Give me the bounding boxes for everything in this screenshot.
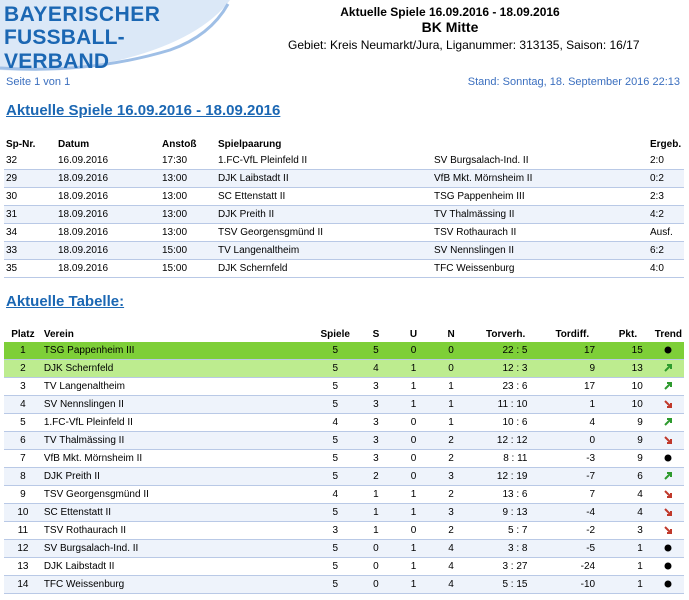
standings-cell-trend [653,486,684,504]
logo-text-line1: BAYERISCHER [4,3,161,26]
standings-cell-verein: SV Burgsalach-Ind. II [42,540,313,558]
games-header-row [4,136,684,152]
standings-header-row [4,326,684,342]
col-header-nr: Sp-Nr. [6,138,36,150]
trend-down-icon [663,507,673,517]
page-title: BK Mitte [421,19,479,35]
standings-cell-platz: 1 [4,342,42,360]
game-cell-gast: VfB Mkt. Mörnsheim II [432,170,648,188]
trend-down-icon [663,489,673,499]
game-cell-gast: TSG Pappenheim III [432,188,648,206]
standings-cell-trend [653,576,684,594]
col-header-s: S [372,328,380,340]
standings-cell-n: 4 [432,576,470,594]
col-header-verein: Verein [43,328,74,340]
col-header-anstoss: Anstoß [162,138,197,150]
standings-cell-u: 1 [395,504,433,522]
standings-cell-u: 1 [395,576,433,594]
standings-cell-spiele: 5 [313,396,357,414]
standings-row [4,558,684,576]
standings-cell-verein: 1.FC-VfL Pleinfeld II [42,414,313,432]
standings-cell-platz: 13 [4,558,42,576]
standings-row [4,486,684,504]
standings-cell-torverh: 12 : 3 [470,360,542,378]
standings-cell-n: 4 [432,558,470,576]
standings-cell-trend [653,342,684,360]
standings-cell-platz: 14 [4,576,42,594]
standings-cell-pkt: 10 [603,378,653,396]
game-cell-ergebnis: 2:3 [648,188,684,206]
standings-cell-u: 0 [395,468,433,486]
standings-cell-n: 2 [432,450,470,468]
standings-cell-tordiff: -24 [541,558,603,576]
standings-cell-platz: 4 [4,396,42,414]
standings-cell-s: 5 [357,342,395,360]
standings-cell-s: 0 [357,576,395,594]
standings-cell-torverh: 5 : 7 [470,522,542,540]
standings-cell-s: 1 [357,486,395,504]
standings-cell-pkt: 4 [603,486,653,504]
standings-cell-verein: SV Nennslingen II [42,396,313,414]
standings-cell-s: 0 [357,540,395,558]
standings-cell-spiele: 5 [313,576,357,594]
standings-cell-pkt: 4 [603,504,653,522]
standings-cell-trend [653,558,684,576]
standings-cell-u: 0 [395,342,433,360]
standings-cell-verein: DJK Schernfeld [42,360,313,378]
standings-cell-platz: 10 [4,504,42,522]
standings-cell-torverh: 5 : 15 [470,576,542,594]
standings-cell-trend [653,378,684,396]
game-cell-anstoss: 15:00 [160,242,216,260]
standings-cell-s: 3 [357,432,395,450]
col-header-u: U [409,328,418,340]
standings-row [4,360,684,378]
standings-cell-trend [653,540,684,558]
standings-cell-platz: 12 [4,540,42,558]
game-cell-ergebnis: Ausf. [648,224,684,242]
standings-cell-trend [653,468,684,486]
game-row [4,224,684,242]
game-row [4,170,684,188]
standings-cell-u: 1 [395,360,433,378]
col-header-spiele: Spiele [320,328,350,340]
game-cell-anstoss: 13:00 [160,170,216,188]
standings-row [4,468,684,486]
game-row [4,206,684,224]
standings-cell-s: 3 [357,378,395,396]
standings-cell-pkt: 1 [603,540,653,558]
page-counter: Seite 1 von 1 [6,76,71,88]
standings-cell-s: 0 [357,558,395,576]
standings-cell-s: 4 [357,360,395,378]
standings-cell-n: 3 [432,468,470,486]
game-cell-heim: SC Ettenstatt II [216,188,432,206]
game-cell-datum: 18.09.2016 [56,206,160,224]
game-cell-datum: 16.09.2016 [56,152,160,170]
game-cell-nr: 31 [4,206,56,224]
game-cell-gast: TSV Rothaurach II [432,224,648,242]
standings-cell-torverh: 3 : 27 [470,558,542,576]
standings-cell-spiele: 5 [313,432,357,450]
col-header-torverh: Torverh. [486,328,526,340]
game-cell-anstoss: 15:00 [160,260,216,278]
game-cell-nr: 35 [4,260,56,278]
standings-row [4,504,684,522]
standings-cell-verein: TSV Rothaurach II [42,522,313,540]
standings-cell-u: 1 [395,396,433,414]
standings-cell-pkt: 6 [603,468,653,486]
col-header-gast [432,136,648,152]
standings-cell-trend [653,396,684,414]
standings-cell-verein: DJK Preith II [42,468,313,486]
standings-cell-n: 2 [432,486,470,504]
standings-cell-torverh: 12 : 19 [470,468,542,486]
standings-cell-tordiff: -7 [541,468,603,486]
games-section-title: Aktuelle Spiele 16.09.2016 - 18.09.2016 [6,102,281,119]
standings-cell-verein: DJK Laibstadt II [42,558,313,576]
standings-cell-platz: 6 [4,432,42,450]
game-row [4,152,684,170]
standings-cell-s: 3 [357,450,395,468]
standings-cell-pkt: 13 [603,360,653,378]
standings-row [4,378,684,396]
trend-same-icon [663,453,673,463]
standings-cell-verein: TV Langenaltheim [42,378,313,396]
game-cell-gast: SV Nennslingen II [432,242,648,260]
game-cell-nr: 30 [4,188,56,206]
header-subtitle: Aktuelle Spiele 16.09.2016 - 18.09.2016 [340,5,560,19]
standings-cell-n: 2 [432,432,470,450]
standings-cell-spiele: 5 [313,378,357,396]
standings-cell-torverh: 22 : 5 [470,342,542,360]
standings-row [4,576,684,594]
standings-cell-platz: 2 [4,360,42,378]
game-cell-heim: DJK Schernfeld [216,260,432,278]
trend-up-icon [663,381,673,391]
standings-cell-torverh: 11 : 10 [470,396,542,414]
standings-cell-spiele: 5 [313,540,357,558]
standings-row [4,414,684,432]
trend-same-icon [663,345,673,355]
standings-cell-s: 3 [357,414,395,432]
standings-cell-verein: SC Ettenstatt II [42,504,313,522]
standings-cell-spiele: 5 [313,558,357,576]
standings-cell-pkt: 9 [603,414,653,432]
standings-cell-tordiff: 17 [541,342,603,360]
game-cell-anstoss: 13:00 [160,188,216,206]
standings-cell-n: 1 [432,378,470,396]
game-cell-datum: 18.09.2016 [56,260,160,278]
standings-cell-platz: 5 [4,414,42,432]
standings-cell-trend [653,450,684,468]
game-cell-ergebnis: 4:2 [648,206,684,224]
standings-cell-u: 1 [395,486,433,504]
standings-cell-n: 1 [432,414,470,432]
standings-row [4,540,684,558]
standings-cell-spiele: 5 [313,360,357,378]
standings-cell-torverh: 13 : 6 [470,486,542,504]
game-cell-nr: 34 [4,224,56,242]
table-section-title: Aktuelle Tabelle: [6,293,125,310]
col-header-datum: Datum [58,138,90,150]
standings-cell-platz: 7 [4,450,42,468]
game-cell-heim: DJK Preith II [216,206,432,224]
standings-cell-u: 0 [395,432,433,450]
standings-cell-n: 3 [432,504,470,522]
col-header-trend: Trend [654,328,682,340]
standings-cell-trend [653,360,684,378]
game-cell-heim: DJK Laibstadt II [216,170,432,188]
game-cell-datum: 18.09.2016 [56,170,160,188]
game-cell-nr: 29 [4,170,56,188]
standings-cell-spiele: 4 [313,414,357,432]
standings-cell-pkt: 1 [603,558,653,576]
standings-cell-pkt: 9 [603,450,653,468]
game-cell-heim: 1.FC-VfL Pleinfeld II [216,152,432,170]
game-cell-datum: 18.09.2016 [56,188,160,206]
standings-cell-torverh: 10 : 6 [470,414,542,432]
col-header-ergebnis: Ergeb. [650,138,682,150]
standings-cell-n: 4 [432,540,470,558]
game-cell-anstoss: 13:00 [160,224,216,242]
bfv-logo [0,0,230,72]
standings-cell-tordiff: 17 [541,378,603,396]
col-header-n: N [447,328,455,340]
standings-row [4,450,684,468]
standings-cell-spiele: 4 [313,486,357,504]
standings-cell-torverh: 8 : 11 [470,450,542,468]
standings-cell-tordiff: 4 [541,414,603,432]
standings-cell-platz: 9 [4,486,42,504]
standings-cell-tordiff: -10 [541,576,603,594]
game-cell-gast: SV Burgsalach-Ind. II [432,152,648,170]
standings-cell-n: 2 [432,522,470,540]
trend-up-icon [663,417,673,427]
game-cell-heim: TV Langenaltheim [216,242,432,260]
game-cell-anstoss: 17:30 [160,152,216,170]
trend-up-icon [663,363,673,373]
trend-same-icon [663,543,673,553]
games-table [4,136,684,278]
standings-cell-trend [653,522,684,540]
standings-cell-spiele: 3 [313,522,357,540]
league-info: Gebiet: Kreis Neumarkt/Jura, Liganummer: 313135, Saison: 16/17 [288,38,640,52]
standings-cell-n: 0 [432,360,470,378]
game-cell-ergebnis: 2:0 [648,152,684,170]
standings-row [4,522,684,540]
standings-cell-s: 1 [357,522,395,540]
standings-row [4,396,684,414]
standings-cell-tordiff: 7 [541,486,603,504]
standings-cell-u: 1 [395,378,433,396]
standings-cell-n: 0 [432,342,470,360]
col-header-platz: Platz [11,328,35,340]
standings-cell-s: 3 [357,396,395,414]
standings-cell-platz: 8 [4,468,42,486]
trend-up-icon [663,471,673,481]
standings-cell-trend [653,414,684,432]
standings-cell-pkt: 15 [603,342,653,360]
game-row [4,260,684,278]
standings-cell-tordiff: -4 [541,504,603,522]
trend-down-icon [663,435,673,445]
standings-cell-verein: VfB Mkt. Mörnsheim II [42,450,313,468]
stand-timestamp: Stand: Sonntag, 18. September 2016 22:13 [467,76,680,88]
standings-cell-s: 1 [357,504,395,522]
standings-cell-spiele: 5 [313,450,357,468]
standings-cell-verein: TV Thalmässing II [42,432,313,450]
col-header-pkt: Pkt. [618,328,638,340]
standings-cell-tordiff: 1 [541,396,603,414]
standings-cell-n: 1 [432,396,470,414]
trend-down-icon [663,399,673,409]
game-cell-heim: TSV Georgensgmünd II [216,224,432,242]
standings-cell-platz: 3 [4,378,42,396]
game-cell-datum: 18.09.2016 [56,242,160,260]
logo-text-line2: FUSSBALL-VERBAND [4,26,125,72]
game-cell-ergebnis: 6:2 [648,242,684,260]
standings-cell-pkt: 9 [603,432,653,450]
game-row [4,188,684,206]
standings-cell-spiele: 5 [313,342,357,360]
game-cell-ergebnis: 0:2 [648,170,684,188]
standings-cell-tordiff: -2 [541,522,603,540]
standings-cell-torverh: 3 : 8 [470,540,542,558]
standings-cell-tordiff: 0 [541,432,603,450]
standings-cell-platz: 11 [4,522,42,540]
standings-cell-trend [653,504,684,522]
standings-cell-verein: TSG Pappenheim III [42,342,313,360]
standings-cell-verein: TSV Georgensgmünd II [42,486,313,504]
standings-cell-u: 0 [395,450,433,468]
standings-table [4,326,684,594]
game-cell-datum: 18.09.2016 [56,224,160,242]
standings-cell-u: 0 [395,522,433,540]
standings-cell-u: 1 [395,558,433,576]
trend-down-icon [663,525,673,535]
standings-cell-tordiff: -3 [541,450,603,468]
game-cell-nr: 33 [4,242,56,260]
trend-same-icon [663,579,673,589]
standings-cell-tordiff: 9 [541,360,603,378]
standings-cell-spiele: 5 [313,468,357,486]
standings-cell-u: 1 [395,540,433,558]
standings-cell-torverh: 12 : 12 [470,432,542,450]
standings-cell-u: 0 [395,414,433,432]
standings-cell-spiele: 5 [313,504,357,522]
standings-row [4,432,684,450]
standings-cell-pkt: 1 [603,576,653,594]
standings-row [4,342,684,360]
standings-cell-s: 2 [357,468,395,486]
trend-same-icon [663,561,673,571]
game-cell-gast: TV Thalmässing II [432,206,648,224]
page-header [290,5,610,35]
standings-cell-trend [653,432,684,450]
game-cell-nr: 32 [4,152,56,170]
game-row [4,242,684,260]
col-header-spielpaarung: Spielpaarung [218,138,282,150]
standings-cell-pkt: 3 [603,522,653,540]
game-cell-gast: TFC Weissenburg [432,260,648,278]
standings-cell-verein: TFC Weissenburg [42,576,313,594]
standings-cell-torverh: 23 : 6 [470,378,542,396]
standings-cell-tordiff: -5 [541,540,603,558]
game-cell-ergebnis: 4:0 [648,260,684,278]
game-cell-anstoss: 13:00 [160,206,216,224]
standings-cell-torverh: 9 : 13 [470,504,542,522]
col-header-tordiff: Tordiff. [555,328,590,340]
standings-cell-pkt: 10 [603,396,653,414]
